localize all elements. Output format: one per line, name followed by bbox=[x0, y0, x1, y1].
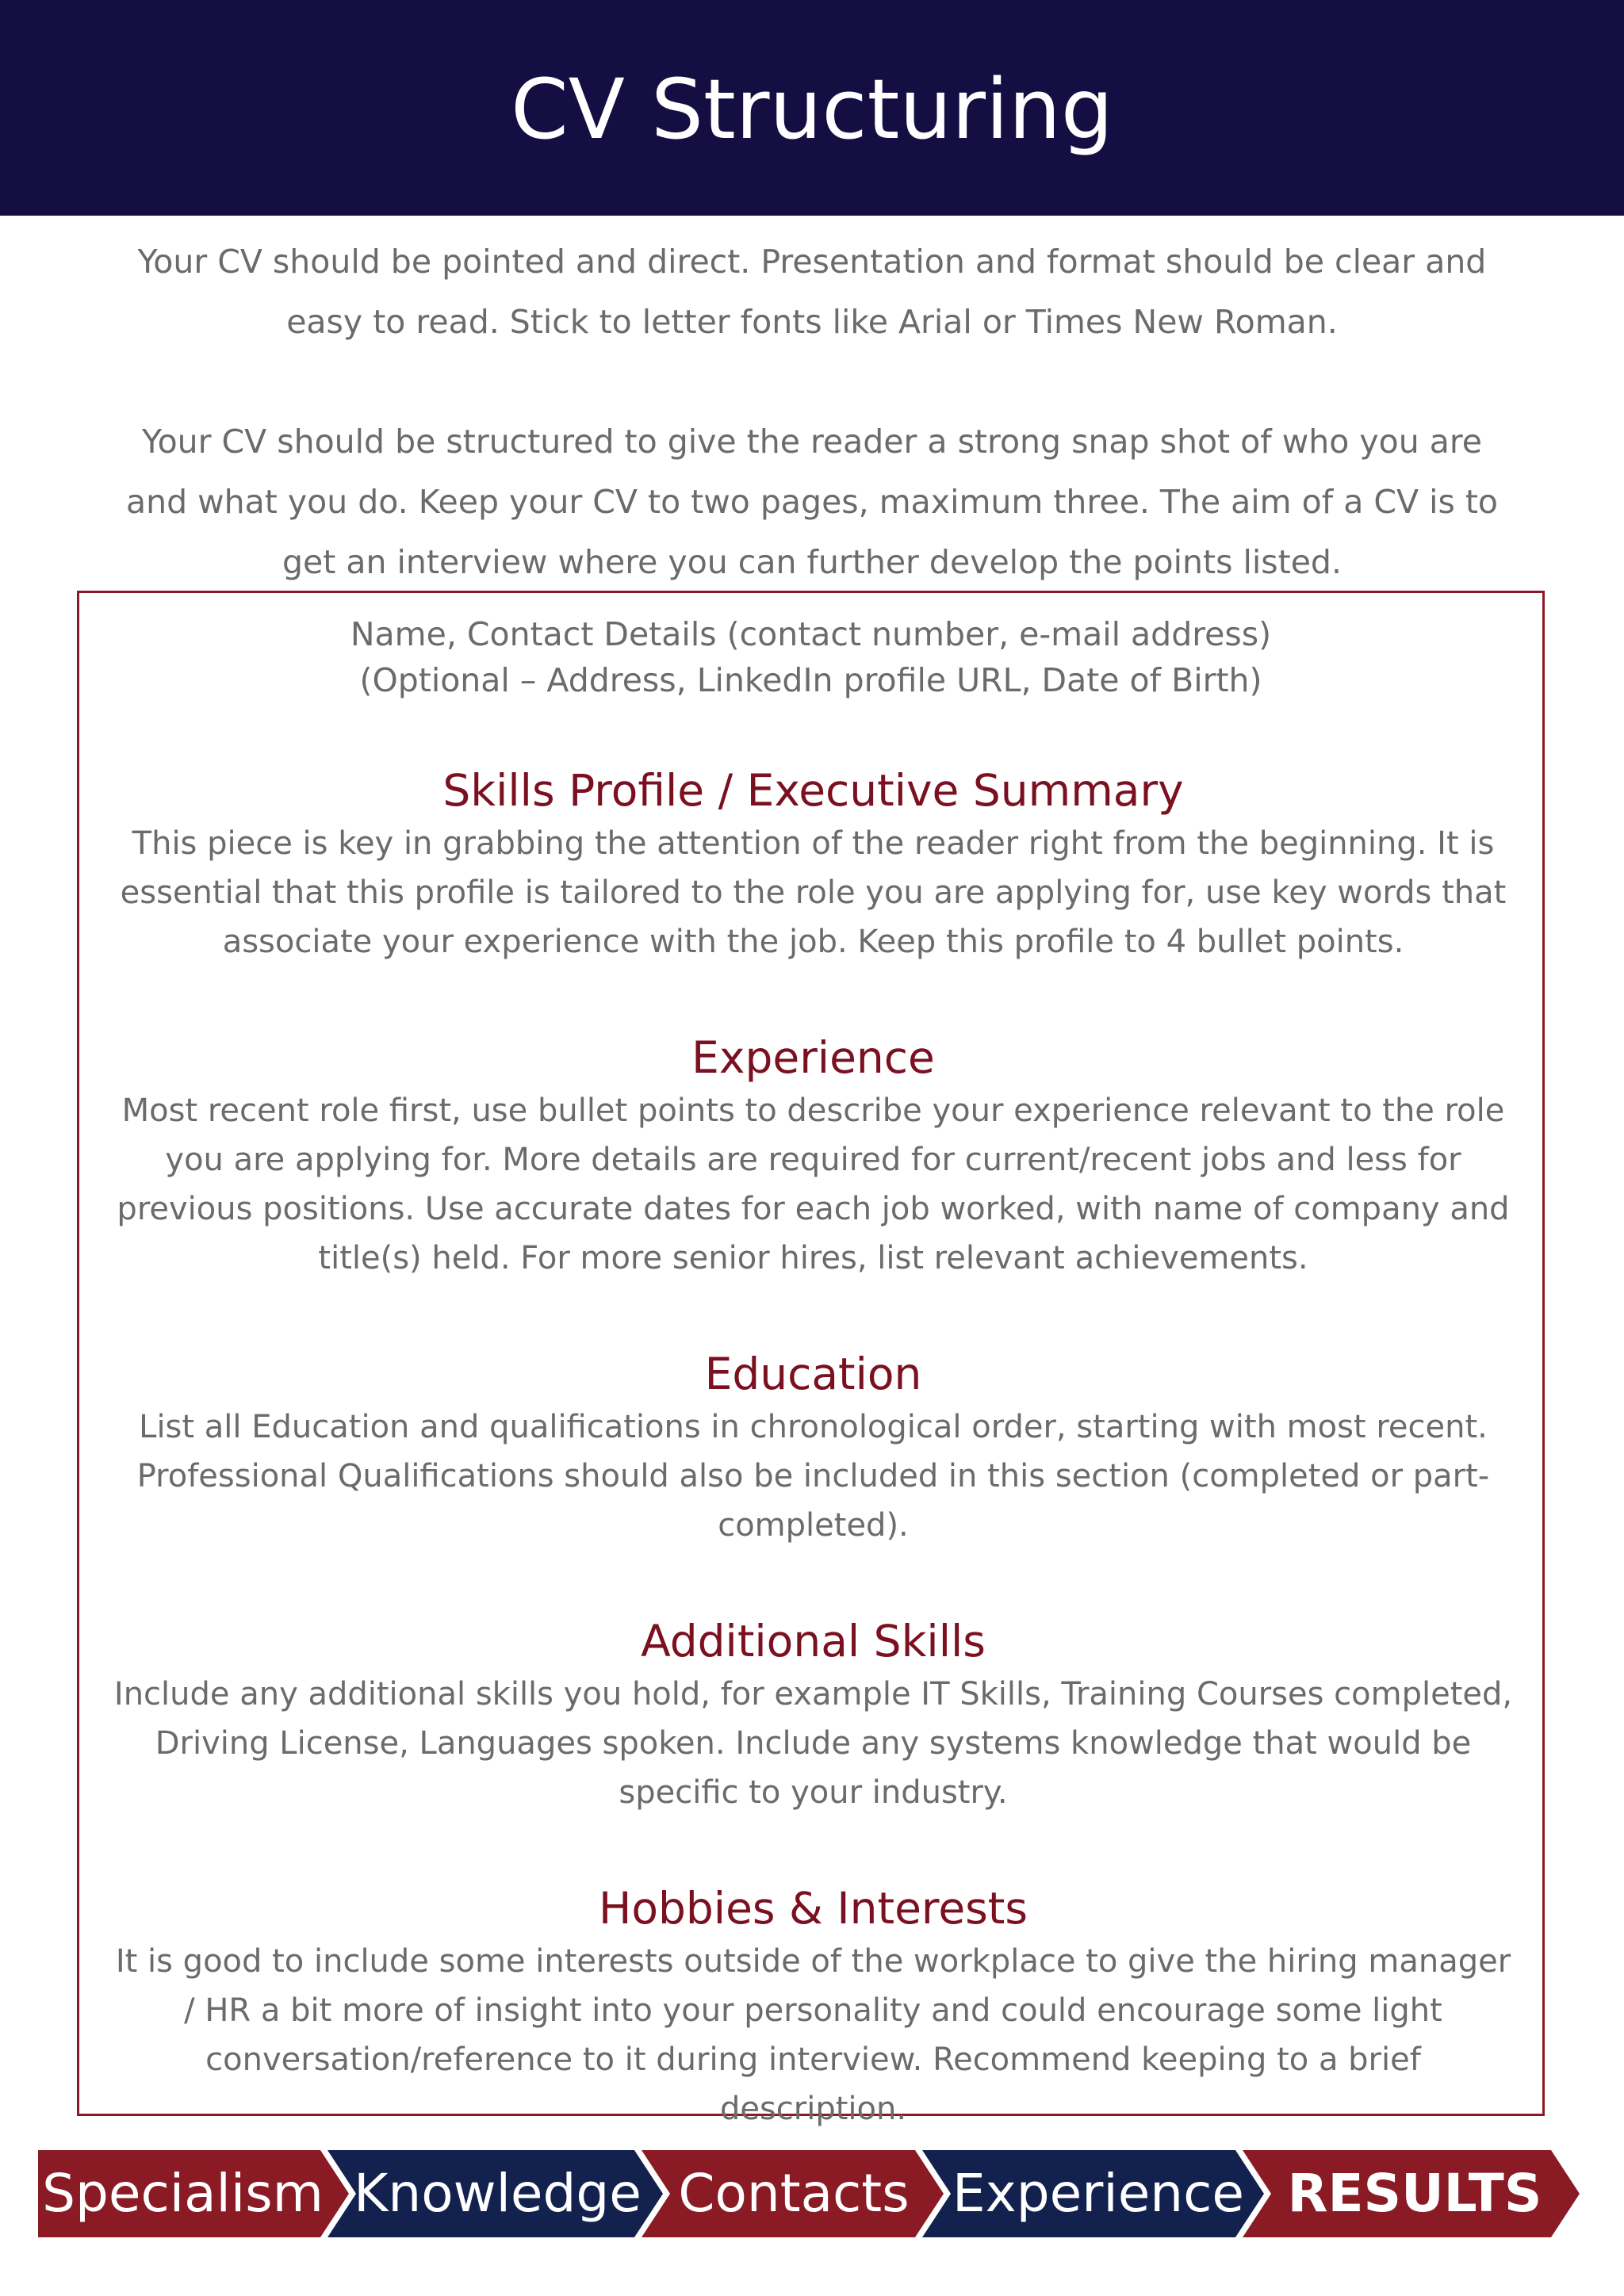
intro-paragraph-1: Your CV should be pointed and direct. Presentation and format should be clear and easy to read. Stick to letter fonts like Arial or Times New Roman. bbox=[137, 243, 1487, 341]
section-body: List all Education and qualifications in chronological order, starting with most recent. Professional Qualifications should also be included in this section (completed or part-completed). bbox=[136, 1409, 1490, 1544]
intro-paragraph-2: Your CV should be structured to give the reader a strong snap shot of who you are and what you do. Keep your CV to two pages, maximum three. The aim of a CV is to get an interview where you can further develop the points listed. bbox=[125, 423, 1499, 581]
banner-item-experience: Experience bbox=[952, 2163, 1245, 2224]
section-body: It is good to include some interests outside of the workplace to give the hiring manager / HR a bit more of insight into your personality and could encourage some light conversation/reference to it during interview. Recommend keeping to a brief description. bbox=[115, 1943, 1511, 2127]
section-hobbies-interests bbox=[111, 1880, 1515, 2133]
cv-sections-box bbox=[77, 591, 1545, 2127]
banner-item-specialism: Specialism bbox=[42, 2163, 324, 2224]
section-additional-skills bbox=[111, 1613, 1515, 1817]
section-heading: Hobbies & Interests bbox=[598, 1883, 1028, 1934]
section-heading: Additional Skills bbox=[641, 1616, 986, 1667]
section-education bbox=[111, 1345, 1515, 1550]
footer-arrow-banner bbox=[0, 2150, 1624, 2237]
section-heading: Experience bbox=[691, 1032, 935, 1083]
contact-line-optional: (Optional – Address, LinkedIn profile URL, Date of Birth) bbox=[359, 661, 1262, 699]
section-heading: Skills Profile / Executive Summary bbox=[442, 765, 1184, 816]
contact-details bbox=[79, 611, 1542, 703]
section-body: Include any additional skills you hold, for example IT Skills, Training Courses completed, Driving License, Languages spoken. Include any systems knowledge that would be specific to your industry. bbox=[113, 1676, 1513, 1811]
section-heading: Education bbox=[704, 1349, 922, 1399]
contact-line-required: Name, Contact Details (contact number, e-mail address) bbox=[350, 615, 1272, 653]
page-title: CV Structuring bbox=[511, 61, 1113, 158]
banner-item-results: RESULTS bbox=[1287, 2163, 1542, 2224]
section-experience bbox=[111, 1029, 1515, 1283]
banner-item-contacts: Contacts bbox=[678, 2163, 910, 2224]
section-body: Most recent role first, use bullet points to describe your experience relevant to the role you are applying for. More details are required for current/recent jobs and less for previous positions. Use accurate dates for each job worked, with name of company and title(s) held. For more senior hires, list relevant achievements. bbox=[117, 1093, 1510, 1276]
section-skills-profile bbox=[111, 762, 1515, 966]
banner-item-knowledge: Knowledge bbox=[354, 2163, 642, 2224]
section-body: This piece is key in grabbing the attention of the reader right from the beginning. It is essential that this profile is tailored to the role you are applying for, use key words that associate your experience with the job. Keep this profile to 4 bullet points. bbox=[120, 825, 1507, 960]
